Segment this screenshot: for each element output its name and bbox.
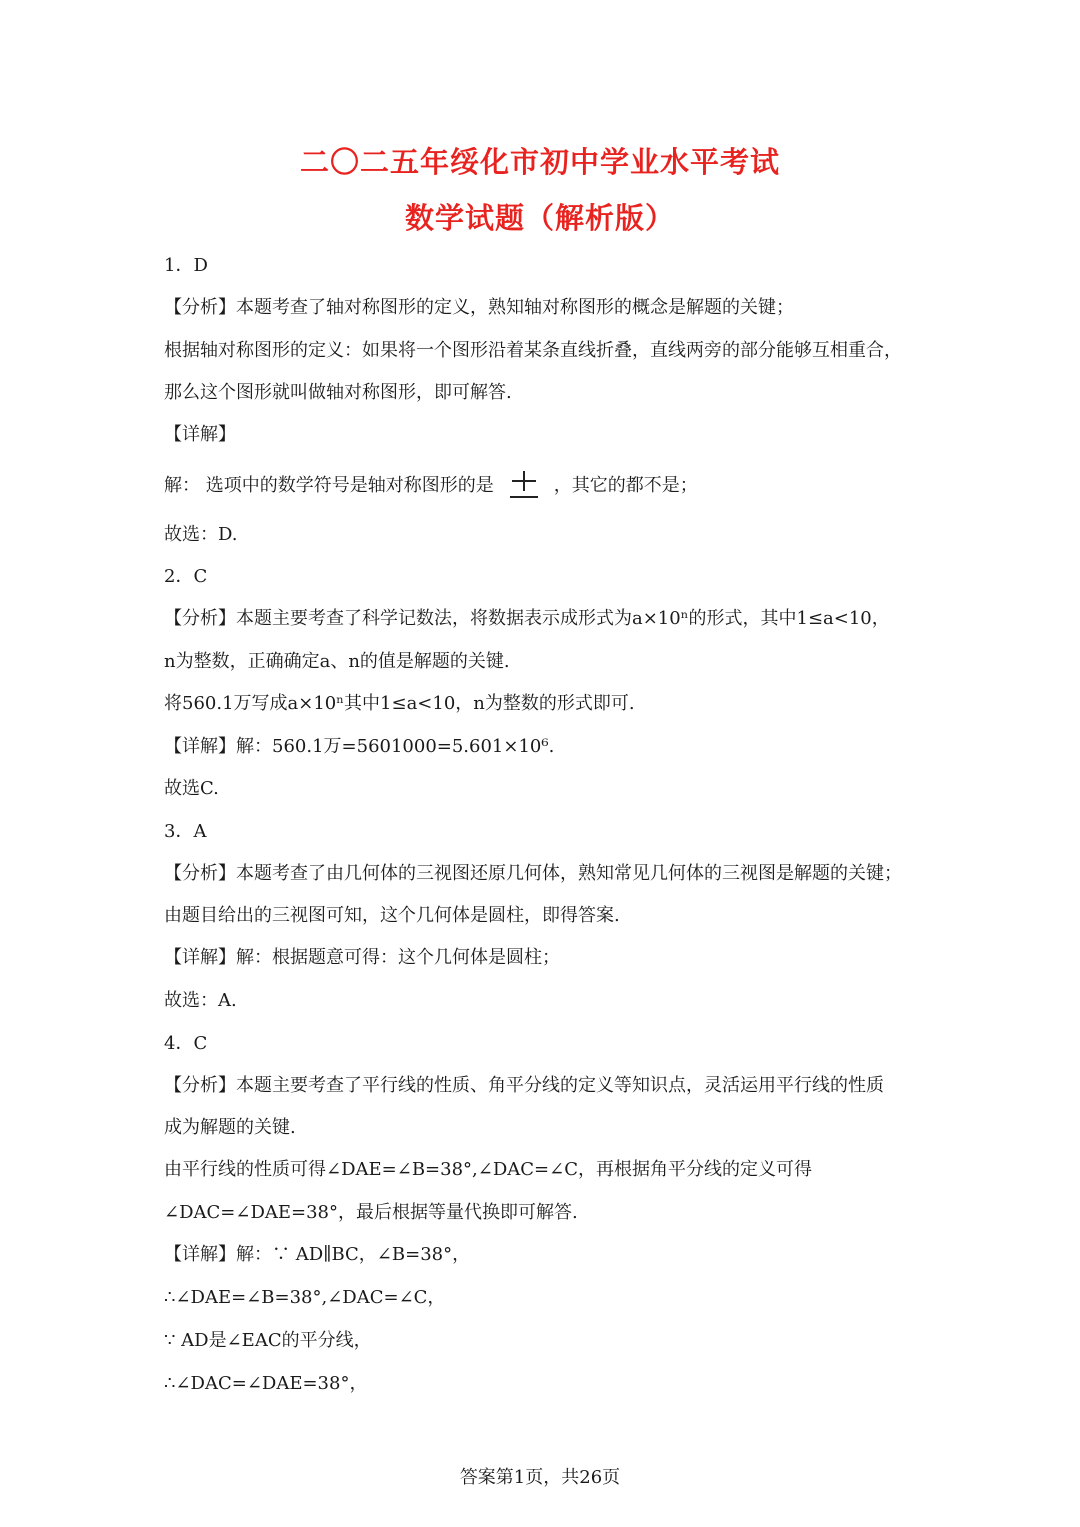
q1-solution [164,469,924,503]
page-footer: 答案第1页，共26页 [459,1467,621,1488]
q4-step-2: ∵ AD是∠EAC的平分线， [164,1330,372,1351]
q1-text-1: 根据轴对称图形的定义：如果将一个图形沿着某条直线折叠，直线两旁的部分能够互相重合， [164,340,902,361]
q2-text-1: n为整数，正确确定a、n的值是解题的关键. [164,651,510,672]
q3-analysis: 【分析】本题考查了由几何体的三视图还原几何体，熟知常见几何体的三视图是解题的关键； [164,863,902,884]
q2-analysis: 【分析】本题主要考查了科学记数法，将数据表示成形式为a×10ⁿ的形式，其中1≤a<10， [164,608,890,629]
q4-text-1: 成为解题的关键. [164,1117,296,1138]
q2-conclusion: 故选C. [164,778,219,799]
q4-step-1: ∴∠DAE=∠B=38°,∠DAC=∠C， [164,1287,446,1308]
plus-over-line-symbol-icon [504,469,544,503]
q1-conclusion: 故选：D. [164,524,238,545]
q3-answer: 3．A [164,821,207,842]
q1-detail-label: 【详解】 [164,424,236,445]
q4-detail: 【详解】解：∵ AD∥BC，∠B=38°， [164,1244,471,1265]
q3-conclusion: 故选：A. [164,990,237,1011]
q1-solution-suffix: ，其它的都不是； [553,475,698,496]
page-subtitle: 数学试题（解析版） [404,201,675,235]
q2-answer: 2．C [164,566,208,587]
page-title: 二〇二五年绥化市初中学业水平考试 [299,145,780,179]
q1-text-2: 那么这个图形就叫做轴对称图形，即可解答. [164,382,512,403]
q1-analysis: 【分析】本题考查了轴对称图形的定义，熟知轴对称图形的概念是解题的关键； [164,297,794,318]
q4-answer: 4．C [164,1033,208,1054]
q1-answer: 1．D [164,255,208,276]
q2-text-2: 将560.1万写成a×10ⁿ其中1≤a<10，n为整数的形式即可. [164,693,635,714]
q4-text-3: ∠DAC=∠DAE=38°，最后根据等量代换即可解答. [164,1202,578,1223]
q3-detail: 【详解】解：根据题意可得：这个几何体是圆柱； [164,947,560,968]
q2-detail: 【详解】解：560.1万=5601000=5.601×10⁶. [164,736,555,757]
q4-step-3: ∴∠DAC=∠DAE=38°， [164,1373,368,1394]
q3-text-1: 由题目给出的三视图可知，这个几何体是圆柱，即得答案. [164,905,620,926]
q1-solution-prefix: 解： 选项中的数学符号是轴对称图形的是 [164,475,494,496]
q4-analysis: 【分析】本题主要考查了平行线的性质、角平分线的定义等知识点，灵活运用平行线的性质 [164,1075,884,1096]
q4-text-2: 由平行线的性质可得∠DAE=∠B=38°,∠DAC=∠C，再根据角平分线的定义可得 [164,1159,812,1180]
